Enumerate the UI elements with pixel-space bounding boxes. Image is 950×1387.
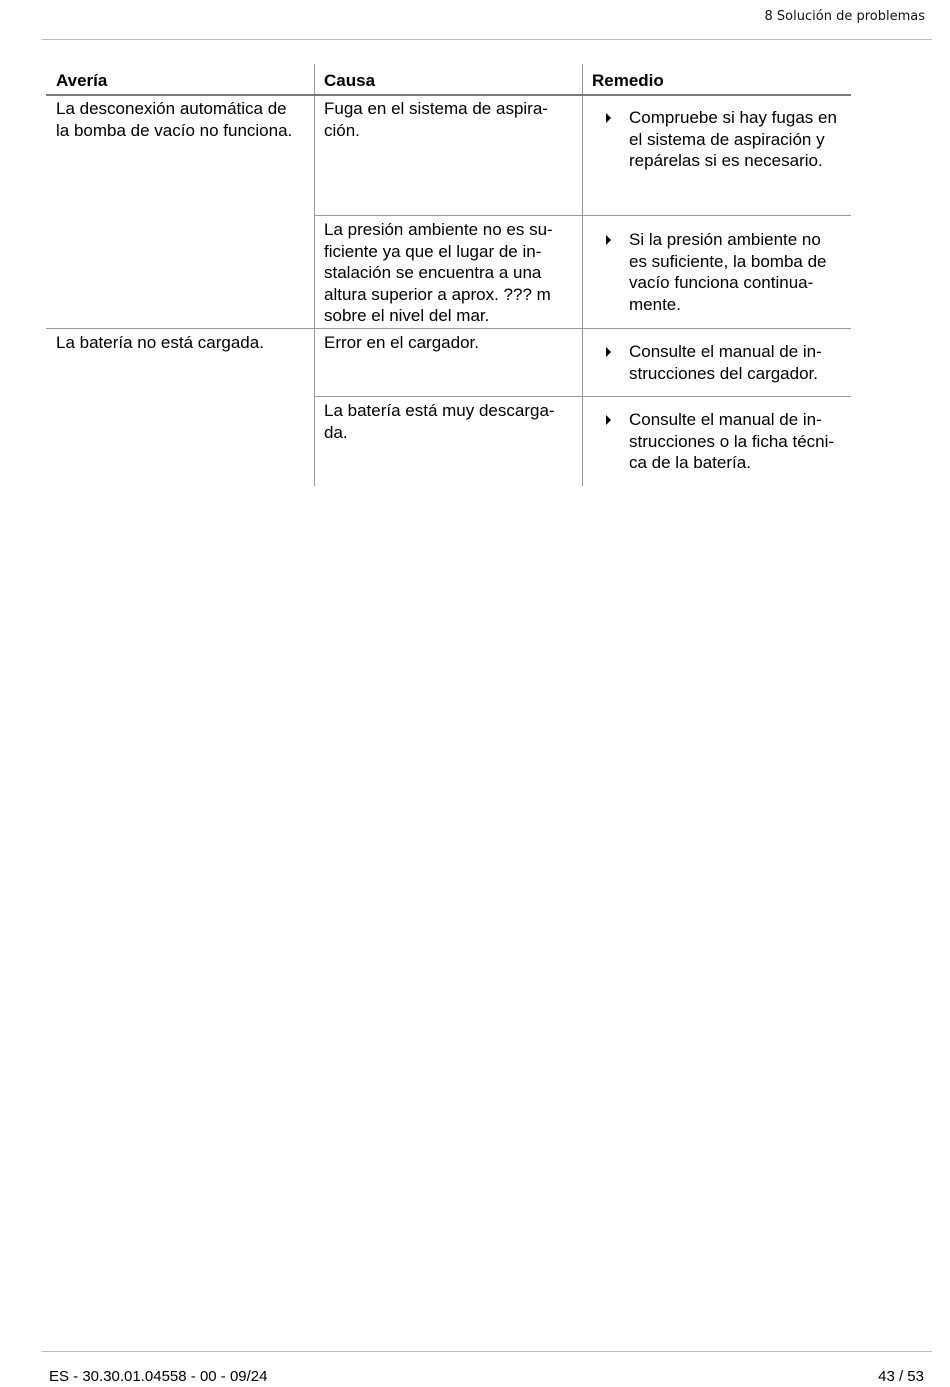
table-cell-cause: Fuga en el sistema de aspira- ción. xyxy=(324,99,548,140)
remedy-text: Consulte el manual de in- strucciones del cargador. xyxy=(629,342,822,383)
table-cell-cause: La presión ambiente no es su- ficiente ya que el lugar de in- stalación se encuentra a una altura superior a aprox. ??? m sobre el nivel del mar. xyxy=(324,220,553,325)
troubleshooting-table xyxy=(46,64,851,486)
row-divider xyxy=(314,215,851,216)
row-divider xyxy=(46,328,851,329)
table-cell-remedy xyxy=(582,341,851,384)
remedy-text: Consulte el manual de in- strucciones o la ficha técni- ca de la batería. xyxy=(629,410,835,472)
table-cell-fault: La desconexión automática de la bomba de vacío no funciona. xyxy=(56,99,293,140)
table-cell-remedy xyxy=(582,107,851,172)
page-number: 43 / 53 xyxy=(878,1368,924,1385)
table-cell-cause: La batería está muy descarga- da. xyxy=(324,401,555,442)
column-header-fault: Avería xyxy=(56,71,108,90)
column-header-cause: Causa xyxy=(324,71,376,90)
bullet-arrow-icon xyxy=(606,347,611,357)
bullet-arrow-icon xyxy=(606,415,611,425)
header-divider xyxy=(42,39,932,40)
header-underline xyxy=(46,94,851,96)
remedy-text: Si la presión ambiente no es suficiente, la bomba de vacío funciona continua- mente. xyxy=(629,230,827,314)
footer-divider xyxy=(42,1351,932,1352)
table-cell-fault: La batería no está cargada. xyxy=(56,333,264,352)
remedy-text: Compruebe si hay fugas en el sistema de aspiración y repárelas si es necesario. xyxy=(629,108,837,170)
bullet-arrow-icon xyxy=(606,235,611,245)
page-header-title: 8 Solución de problemas xyxy=(764,9,925,24)
column-header-remedy: Remedio xyxy=(592,71,664,90)
row-divider xyxy=(314,396,851,397)
table-cell-remedy xyxy=(582,229,851,315)
bullet-arrow-icon xyxy=(606,113,611,123)
table-cell-remedy xyxy=(582,409,851,474)
document-code: ES - 30.30.01.04558 - 00 - 09/24 xyxy=(49,1368,268,1385)
table-cell-cause: Error en el cargador. xyxy=(324,333,479,352)
